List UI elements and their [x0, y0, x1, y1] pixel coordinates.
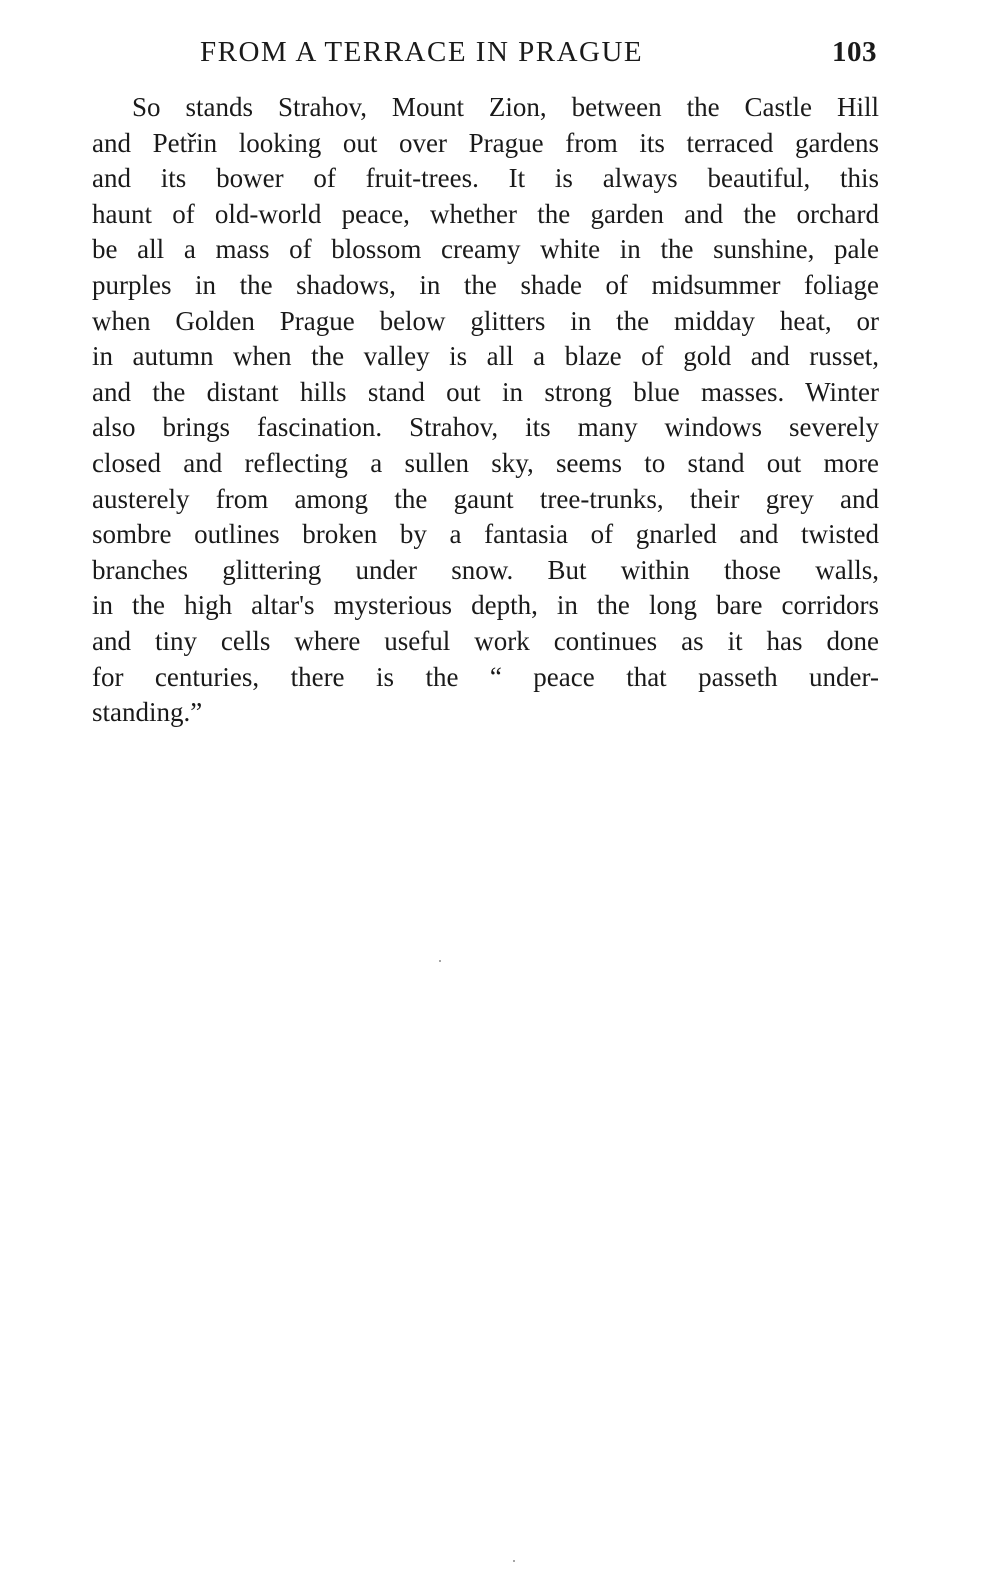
text-line: and Petřin looking out over Prague from its terraced gardens	[92, 127, 879, 158]
text-line: sombre outlines broken by a fantasia of gnarled and twisted	[92, 519, 879, 550]
page-number: 103	[832, 36, 877, 68]
text-line: in the high altar's mysterious depth, in the long bare corridors	[92, 590, 879, 621]
text-line: closed and reflecting a sullen sky, seems to stand out more	[92, 447, 879, 478]
body-paragraph	[92, 90, 879, 731]
text-line-last: standing.”	[92, 697, 203, 728]
text-line: So stands Strahov, Mount Zion, between the Castle Hill	[132, 92, 879, 122]
running-head-title: FROM A TERRACE IN PRAGUE	[200, 36, 644, 68]
running-head	[92, 36, 877, 76]
text-line: also brings fascination. Strahov, its many windows severely	[92, 412, 879, 443]
paper-speck	[513, 1560, 515, 1562]
text-line: branches glittering under snow. But within those walls,	[92, 554, 879, 585]
text-line: for centuries, there is the “ peace that passeth under-	[92, 661, 879, 692]
text-line: in autumn when the valley is all a blaze of gold and russet,	[92, 341, 879, 372]
text-line: purples in the shadows, in the shade of midsummer foliage	[92, 269, 879, 300]
text-line: haunt of old-world peace, whether the garden and the orchard	[92, 198, 879, 229]
paper-speck	[439, 960, 441, 962]
text-line: and its bower of fruit-trees. It is always beautiful, this	[92, 163, 879, 194]
text-line: austerely from among the gaunt tree-trunks, their grey and	[92, 483, 879, 514]
text-line: when Golden Prague below glitters in the midday heat, or	[92, 305, 879, 336]
text-line: and tiny cells where useful work continues as it has done	[92, 625, 879, 656]
text-line: and the distant hills stand out in strong blue masses. Winter	[92, 376, 879, 407]
text-line: be all a mass of blossom creamy white in the sunshine, pale	[92, 234, 879, 265]
